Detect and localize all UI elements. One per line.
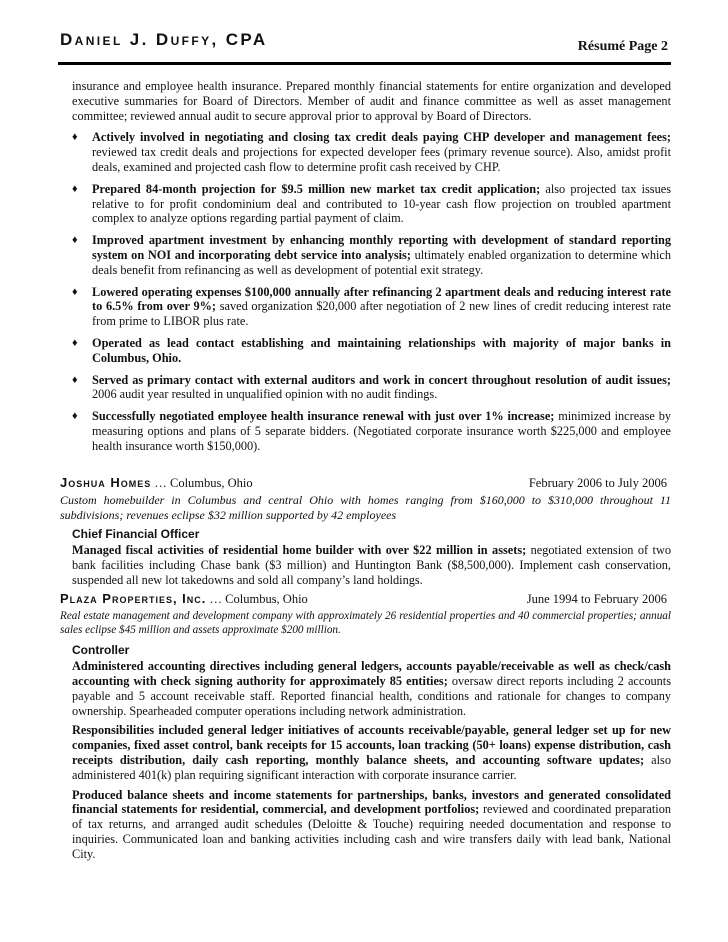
company-location: … Columbus, Ohio bbox=[206, 592, 308, 607]
header-divider bbox=[58, 62, 671, 65]
achievement-list bbox=[60, 130, 671, 453]
achievement-text: also projected tax issues relative to for profit condominium deal and contributed to 10-year cash flow projection on troubled apartment complex to analyze options regarding partial payment of claim. bbox=[92, 181, 671, 226]
company-joshua-homes bbox=[60, 476, 671, 493]
company-description: Custom homebuilder in Columbus and central Ohio with homes ranging from $160,000 to $310,000 throughout 11 subdivisions; revenues eclipse $32 million supported by 42 employees bbox=[60, 493, 671, 522]
achievement-bold: Operated as lead contact establishing and maintaining relationships with majority of major banks in Columbus, Ohio. bbox=[92, 335, 671, 365]
achievement-bold: Improved apartment investment by enhancing monthly reporting with development of standard reporting system on NOI and incorporating debt service into analysis; bbox=[92, 233, 671, 262]
achievement-bold: Prepared 84-month projection for $9.5 million new market tax credit application; bbox=[92, 181, 541, 196]
achievement-item bbox=[60, 130, 671, 174]
employment-dates: February 2006 to July 2006 bbox=[528, 476, 667, 490]
diamond-bullet-icon: ♦ bbox=[72, 373, 78, 386]
role-paragraph-text: oversaw direct reports including 2 accounts payable and 5 account receivable staff. Reported financial health, conditions and rationale for changes to company ownership. Spearheaded computer operations including network administration. bbox=[72, 673, 671, 718]
role-paragraph-text: reviewed and coordinated preparation of tax returns, and arranged audit schedules (Deloitte & Touche) requiring needed documentation and response to inquiries. Communicated loan and banking activities including cash and wire transfers daily with lead bank, National City. bbox=[72, 802, 671, 861]
role-paragraph bbox=[72, 788, 671, 862]
role-paragraph-text: also administered 401(k) plan requiring significant interaction with corporate insurance carrier. bbox=[72, 752, 671, 782]
achievement-item bbox=[60, 336, 671, 366]
diamond-bullet-icon: ♦ bbox=[72, 182, 78, 195]
achievement-text: 2006 audit year resulted in unqualified opinion with no audit findings. bbox=[92, 387, 438, 402]
role-paragraph bbox=[72, 659, 671, 718]
role-paragraph bbox=[72, 543, 671, 587]
job-title: Chief Financial Officer bbox=[72, 527, 200, 542]
achievement-item bbox=[60, 285, 671, 329]
page-label: Résumé Page 2 bbox=[577, 39, 668, 54]
role-paragraph-bold: Responsibilities included general ledger initiatives of accounts receivable/payable, general ledger set up for new companies, fixed asset control, bank receipts for 15 accounts, loan tracking (50+ loans) expense distribution, cash receipts distribution, daily cash reporting, monthly balance sheets, and accounting software updates; bbox=[72, 723, 671, 767]
achievement-bold: Served as primary contact with external auditors and work in concert throughout resolution of audit issues; bbox=[92, 372, 671, 387]
achievement-item bbox=[60, 182, 671, 226]
achievement-bold: Lowered operating expenses $100,000 annually after refinancing 2 apartment deals and reducing interest rate to 6.5% from over 9%; bbox=[92, 284, 671, 314]
role-paragraph bbox=[72, 723, 671, 782]
diamond-bullet-icon: ♦ bbox=[72, 131, 78, 144]
achievement-text: ultimately enabled organization to determine which deals benefit from refinancing as well as development of potential exit strategy. bbox=[92, 247, 671, 277]
company-description: Real estate management and development company with approximately 26 residential properties and 40 commercial properties; annual sales eclipse $45 million and assets approximate $200 million. bbox=[60, 610, 671, 637]
job-title: Controller bbox=[72, 643, 130, 658]
achievement-text: saved organization $20,000 after negotiation of 2 new lines of credit reducing interest rate from prime to LIBOR plus rate. bbox=[92, 299, 671, 329]
achievement-text: reviewed tax credit deals and projections for expected developer fees (primary revenue source). Also, amidst profit deals, examined and projected cash flow to determine profit cash received by CHP. bbox=[92, 145, 671, 174]
achievement-bold: Actively involved in negotiating and closing tax credit deals paying CHP developer and management fees; bbox=[92, 130, 671, 145]
role-paragraph-bold: Produced balance sheets and income statements for partnerships, banks, investors and generated consolidated financial statements for residential, commercial, and development portfolios; bbox=[72, 787, 671, 817]
role-paragraph-bold: Managed fiscal activities of residential home builder with over $22 million in assets; bbox=[72, 542, 527, 557]
intro-paragraph: insurance and employee health insurance. Prepared monthly financial statements for entire organization and developed executive summaries for Board of Directors. Member of audit and finance committee as well as asset management committee; reviewed annual audit to secure approval prior to approval by Board of Directors. bbox=[72, 79, 671, 123]
diamond-bullet-icon: ♦ bbox=[72, 234, 78, 247]
role-paragraph-bold: Administered accounting directives including general ledgers, accounts payable/receivable as well as check/cash accounting with check signing authority for approximately 85 entities; bbox=[72, 659, 671, 688]
achievement-bold: Successfully negotiated employee health insurance renewal with just over 1% increase; bbox=[92, 409, 555, 424]
company-location: … Columbus, Ohio bbox=[151, 476, 253, 490]
resume-body bbox=[60, 79, 671, 461]
company-plaza-properties bbox=[60, 592, 671, 609]
company-name: Joshua Homes bbox=[60, 475, 152, 490]
employment-dates: June 1994 to February 2006 bbox=[526, 592, 667, 607]
experience-section bbox=[60, 473, 671, 867]
achievement-item bbox=[60, 233, 671, 277]
diamond-bullet-icon: ♦ bbox=[72, 285, 78, 298]
resume-header bbox=[60, 30, 670, 60]
achievement-item bbox=[60, 409, 671, 453]
role-paragraph-text: negotiated extension of two bank facilities including Chase bank ($3 million) and Huntington Bank ($8,500,000). Implement cash conservation, suspended all new lot takedowns and sold all company’s land holdings. bbox=[72, 542, 671, 587]
diamond-bullet-icon: ♦ bbox=[72, 410, 78, 423]
achievement-item bbox=[60, 373, 671, 403]
company-name: Plaza Properties, Inc. bbox=[60, 591, 207, 607]
achievement-text: minimized increase by measuring options and plans of 5 separate bidders. (Negotiated corporate insurance worth $225,000 and employee health insurance worth $150,000). bbox=[92, 409, 671, 453]
candidate-name: Daniel J. Duffy, CPA bbox=[60, 30, 268, 49]
diamond-bullet-icon: ♦ bbox=[72, 336, 78, 349]
